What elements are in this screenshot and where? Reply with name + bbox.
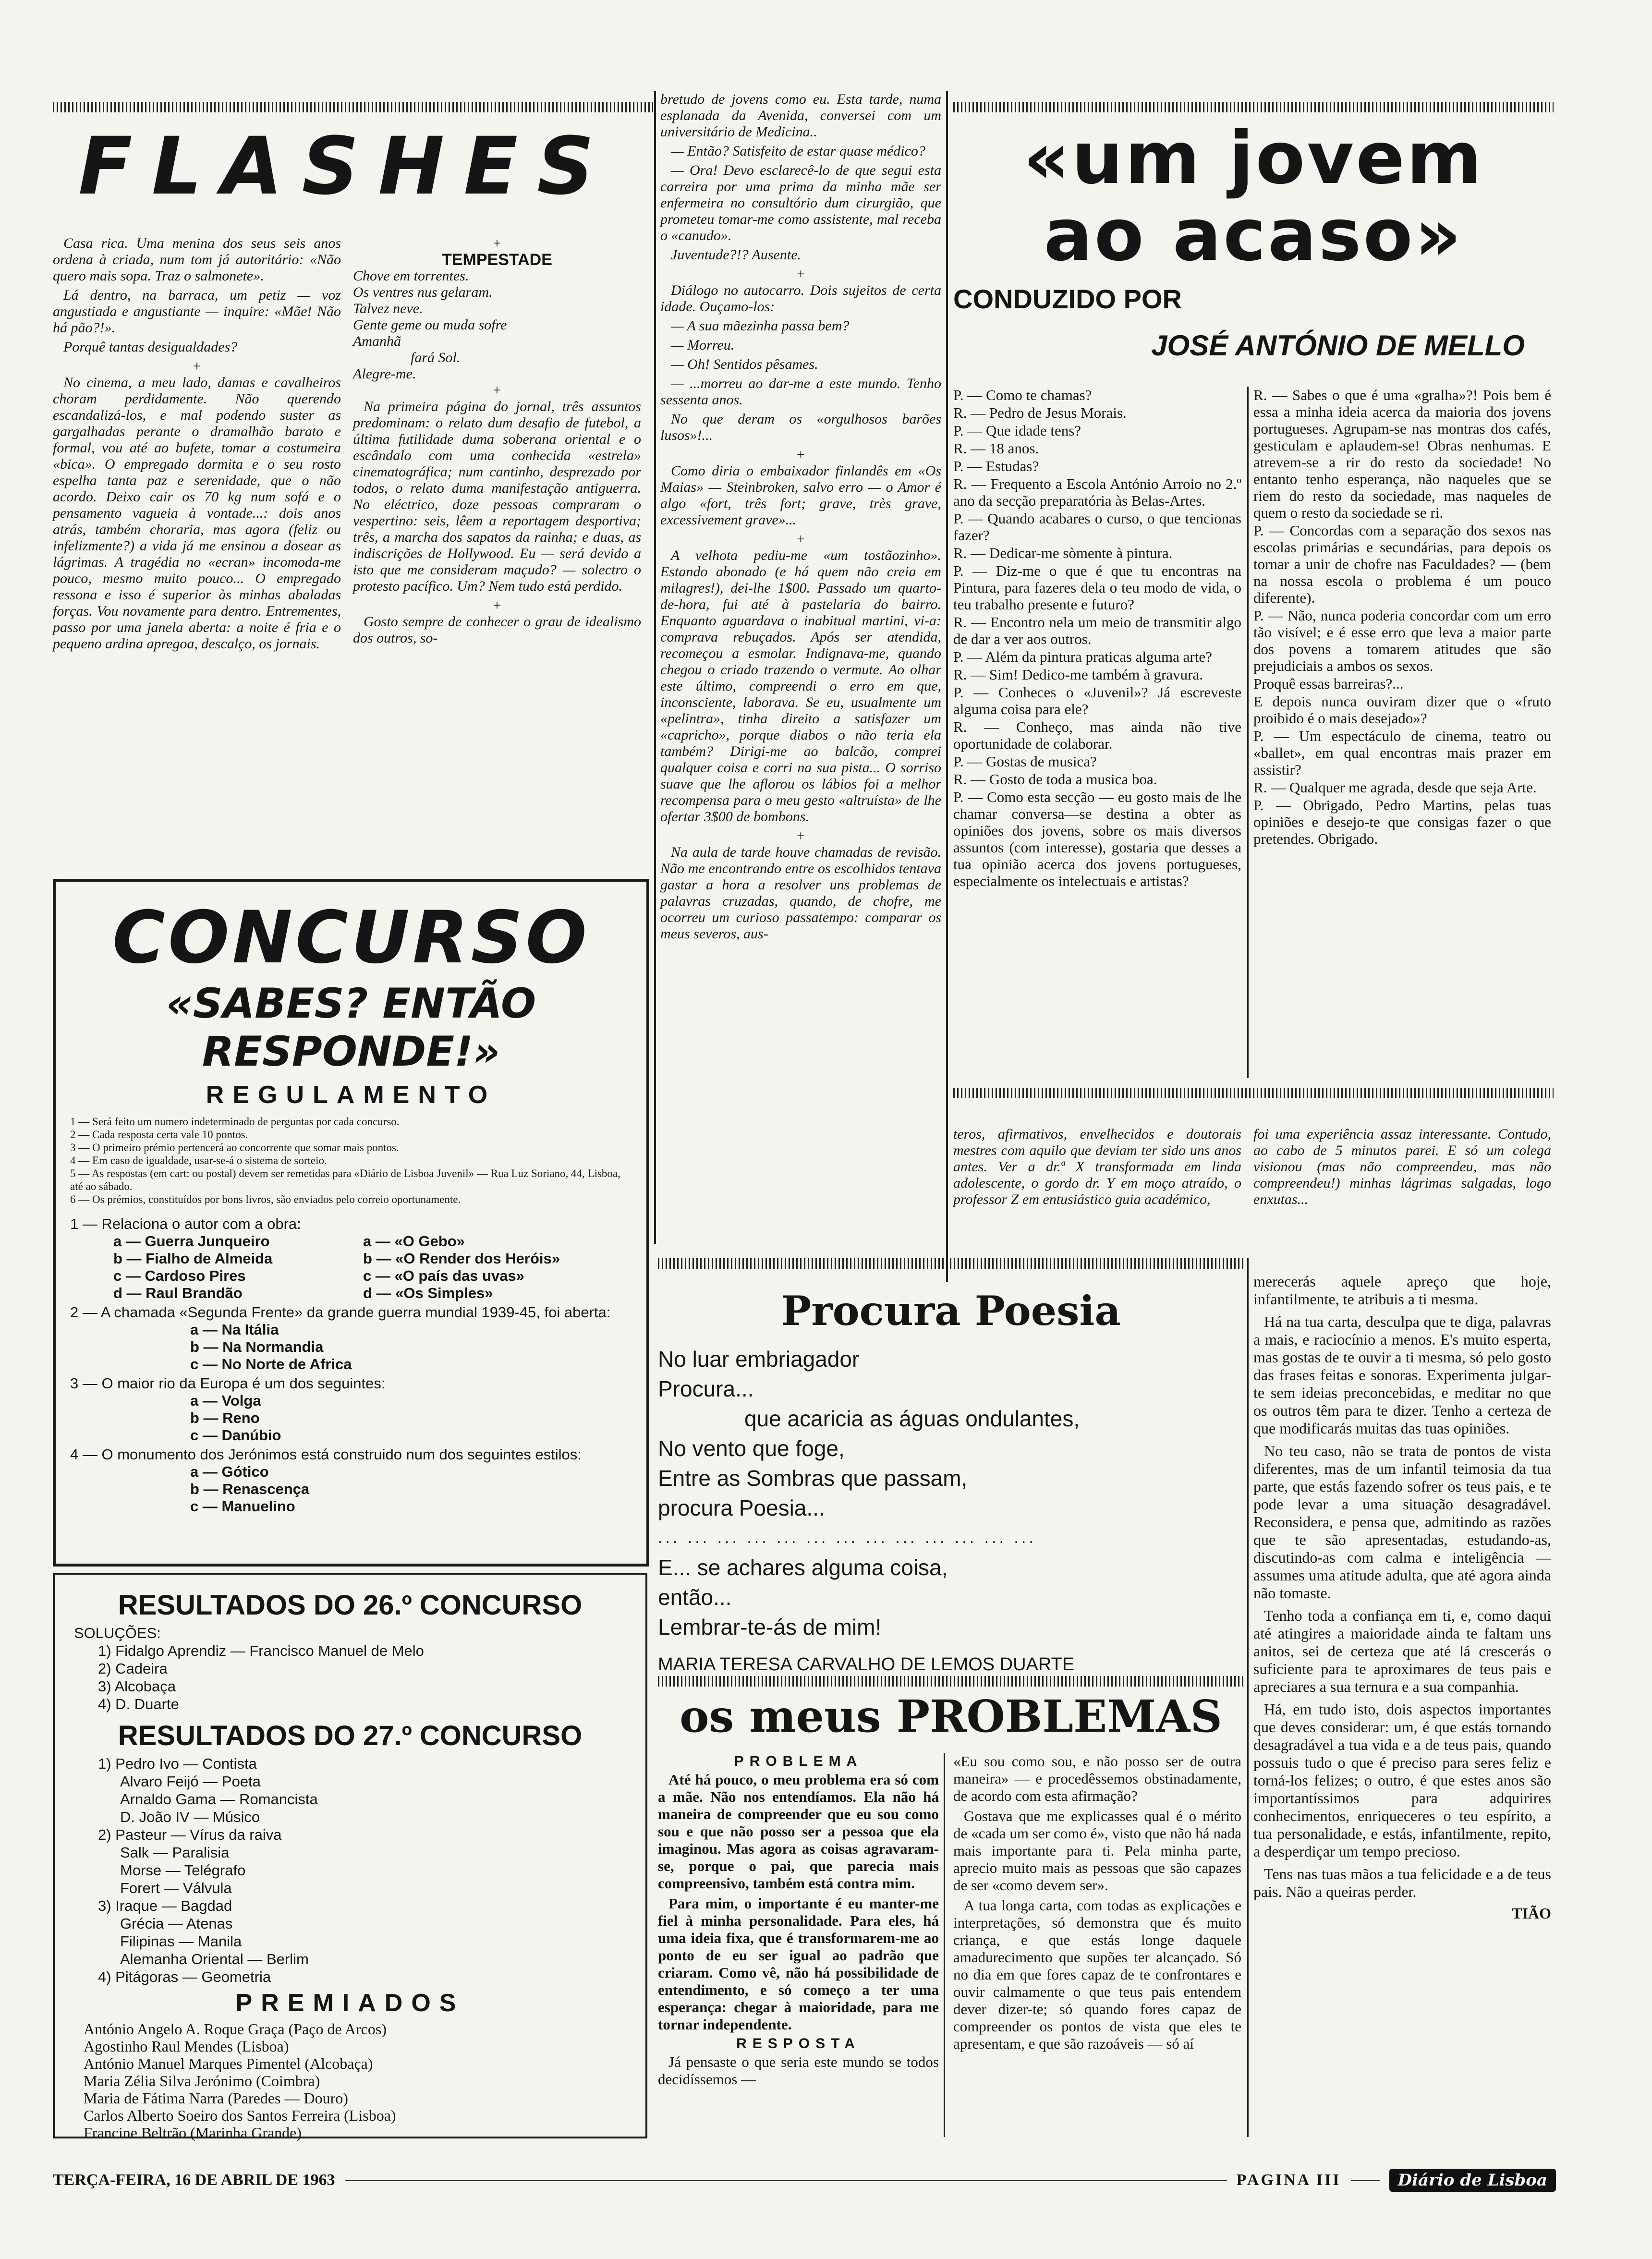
result-line: Grécia — Atenas [120, 1915, 233, 1932]
rule-item: 3 — O primeiro prémio pertencerá ao concorrente que somar mais pontos. [70, 1142, 399, 1154]
paragraph: No teu caso, não se trata de pontos de vista diferentes, mas de um infantil teimosia da tua parte, que estás fazendo sofrer os teus pais, e te pode levar a uma situação desagradável. Reconsidera, e pensa que, admitindo as razões que te são apresentadas, estudando-as, discutindo-as com calma e inteligência — assumes uma atitude adulta, que até agora ainda não tomaste. [1253, 1442, 1551, 1602]
winner-name: Francine Beltrão (Marinha Grande) [84, 2124, 302, 2141]
column-divider [654, 91, 656, 1244]
question-1 [70, 1215, 632, 1302]
answer-option: b — Reno [190, 1409, 260, 1426]
flashes-continuation-2 [1253, 1126, 1551, 1211]
result-line: Morse — Telégrafo [120, 1862, 246, 1879]
poem-line: Talvez neve. [353, 301, 423, 316]
interview-line: P. — Estudas? [953, 458, 1039, 474]
interview-line: R. — Frequento a Escola António Arroio no 2.º ano da secção preparatória às Belas-Artes. [953, 475, 1241, 509]
procura-poesia [658, 1287, 1244, 1675]
problema-label: PROBLEMA [734, 1753, 863, 1769]
flash-paragraph: — Morreu. [671, 337, 735, 353]
results-27-title: RESULTADOS DO 27.º CONCURSO [118, 1720, 583, 1751]
top-rule-right [953, 102, 1554, 112]
result-line: 3) Alcobaça [98, 1678, 176, 1695]
flash-paragraph: A velhota pediu-me «um tostãozinho». Estando abonado (e há quem não creia em milagres!), dei-lhe 1$00. Passado um quarto-de-hora, fui até à pastelaria do bairro. Enquanto aguardava o inabitual martini, vi-a: comprava rebuçados. Após ser atendida, recomeçou a esmolar. Indignava-me, quando chegou o criado trazendo o vermute. Ao olhar este último, compreendi o erro em que, inconsciente, laborava. Se eu, usualmente um «pelintra», tinha direito a satisfazer um «capricho», porque diabos o não teria ela também? Dirigi-me ao balcão, comprei qualquer coisa e corri na sua pista... O sorriso suave que lhe aflorou os lábios foi a melhor recompensa para o meu gesto «altruísta» de lhe ofertar 3$00 de bombons. [660, 547, 941, 825]
paragraph: Até há pouco, o meu problema era só com a mãe. Não nos entendíamos. Ela não há maneira de compreender que eu sou como sou e que não posso ser a pessoa que ela imaginou. Mas agora as coisas agravaram-se, porque o pai, que parecia mais compreensivo, também está contra mim. [658, 1771, 939, 1892]
footer-date: TERÇA-FEIRA, 16 DE ABRIL DE 1963 [53, 2171, 335, 2189]
answer-option: c — Cardoso Pires [113, 1267, 246, 1284]
interview-column-1 [953, 387, 1241, 890]
question-text: 4 — O monumento dos Jerónimos está construido num dos seguintes estilos: [70, 1446, 582, 1463]
separator-plus: + [797, 447, 805, 462]
jovem-title-line1: «um jovem [1023, 117, 1484, 200]
result-line: Salk — Paralisia [120, 1844, 230, 1861]
paragraph: Para mim, o importante é eu manter-me fiel à minha personalidade. Para eles, há uma ideia fixa, que é transformarem-me ao ponto de eu ser igual ao padrão que criaram. Como vê, não há possibilidade de entendimento, e só começo a ter uma esperança: chegar à maioridade, para me tornar independente. [658, 1895, 939, 2033]
result-line: 4) Pitágoras — Geometria [98, 1968, 271, 1985]
interview-line: R. — Pedro de Jesus Morais. [953, 404, 1127, 421]
poem-line: Amanhã [353, 333, 401, 349]
poem-line: No luar embriagador [658, 1347, 860, 1372]
poem-line: Chove em torrentes. [353, 268, 469, 284]
interview-column-2 [1253, 387, 1551, 848]
separator-plus: + [493, 597, 501, 613]
interview-line: R. — Conheço, mas ainda não tive oportunidade de colaborar. [953, 718, 1241, 752]
poem-line: Lembrar-te-ás de mim! [658, 1615, 882, 1640]
premiados-list [84, 2020, 617, 2141]
answer-option: c — Manuelino [190, 1498, 295, 1515]
page-footer [53, 2166, 1556, 2195]
paragraph: Tenho toda a confiança em ti, e, como daqui até atingires a maioridade ainda te faltam uns anitos, sei de certeza que até lá crescerás o suficiente para te aproximares de teus pais e apreciares a sua ternura e a sua companhia. [1253, 1607, 1551, 1695]
result-line: 4) D. Duarte [98, 1696, 179, 1712]
interview-line: R. — Sim! Dedico-me também à gravura. [953, 666, 1203, 683]
footer-rule [1351, 2180, 1380, 2181]
paragraph: merecerás aquele apreço que hoje, infantilmente, te atribuis a ti mesma. [1253, 1273, 1551, 1308]
answer-option: d — Raul Brandão [113, 1285, 243, 1301]
poem-line: Entre as Sombras que passam, [658, 1466, 968, 1491]
answer-option: b — Renascença [190, 1481, 310, 1497]
winner-name: Maria Zélia Silva Jerónimo (Coimbra) [84, 2072, 320, 2089]
flash-paragraph: — ...morreu ao dar-me a este mundo. Tenho sessenta anos. [660, 376, 941, 408]
interview-line: P. — Não, nunca poderia concordar com um erro tão visível; e é esse erro que leva a maior parte dos povens a tomarem atitudes que são prejudiciais a ambos os sexos. [1253, 607, 1551, 674]
result-line: Alvaro Feijó — Poeta [120, 1773, 261, 1790]
top-rule-left [53, 102, 653, 112]
flash-paragraph: — Oh! Sentidos pêsames. [671, 356, 818, 372]
result-line: 2) Cadeira [98, 1660, 168, 1677]
solutions-label: SOLUÇÕES: [74, 1625, 161, 1641]
flash-paragraph: Na primeira página do jornal, três assuntos predominam: o relato dum desafio de futebol, a última futilidade duma soberana oriental e o escândalo com uma conhecida «estrela» cinematográfica; num cantinho, desprezado por todos, o relato duma manifestação antiguerra. No eléctrico, doze pessoas compraram o vespertino: seis, lêem a reportagem desportiva; três, a marcha dos sapatos da rainha; e duas, as indiscrições de Hollywood. Eu — será devido a isto que me consideram maçudo? — solectro o protesto pacífico. Um? Nem tudo está perdido. [353, 399, 641, 594]
premiados-title: PREMIADOS [235, 1989, 465, 2017]
answer-option: b — Fialho de Almeida [113, 1250, 273, 1267]
winner-name: António Angelo A. Roque Graça (Paço de Arcos) [84, 2020, 387, 2038]
flash-paragraph: Porquê tantas desigualdades? [63, 339, 238, 355]
result-line: Alemanha Oriental — Berlim [120, 1951, 309, 1968]
answer-option: a — Guerra Junqueiro [113, 1233, 270, 1250]
interview-line: R. — 18 anos. [953, 440, 1039, 457]
problemas-top-rule [658, 1676, 1244, 1687]
question-2 [70, 1304, 632, 1373]
poem-line: ... ... ... ... ... ... ... ... ... ... ... ... ... [658, 1529, 1036, 1547]
result-line: Forert — Válvula [120, 1880, 232, 1896]
interview-line: P. — Um espectáculo de cinema, teatro ou «ballet», em qual encontras mais prazer em assistir? [1253, 728, 1551, 778]
interview-line: R. — Qualquer me agrada, desde que seja Arte. [1253, 779, 1537, 796]
flash-paragraph: — Então? Satisfeito de estar quase médico? [671, 143, 925, 159]
paragraph: Há na tua carta, desculpa que te diga, palavras a mais, e raciocínio a menos. E's muito esperta, mas gostas de te ouvir a ti mesma, só pelo gosto das frases feitas e sonoras. Experimenta julgar-te sem ideias preconcebidas, e meditar no que os outros têm para te dizer. Tenho a certeza de que modificarás muitas das tuas opiniões. [1253, 1313, 1551, 1437]
problemas-column-1 [658, 1753, 939, 2089]
procura-title: Procura Poesia [781, 1287, 1121, 1335]
interview-line: P. — Conheces o «Juvenil»? Já escreveste alguma coisa para ele? [953, 684, 1241, 717]
concurso-title: CONCURSO [112, 896, 590, 980]
paragraph: A tua longa carta, com todas as explicações e interpretações, só demonstra que és muito criança, e que estás longe daquele amadurecimento que supões ter alcançado. Só no dia em que fores capaz de te confrontares e ouvir calmamente o que teus pais entendem dever dizer-te; só quando fores capaz de compreender os pontos de vista que eles te apresentam, e que são razoáveis — só aí [953, 1897, 1241, 2052]
paragraph: Há, em tudo isto, dois aspectos importantes que deves considerar: um, é que estás tornando desagradável a tua vida e a de teus pais, quando possuis tudo o que é preciso para seres feliz e torná-los felizes; o outro, é que estes anos são importantíssimos para adquirires conhecimentos, enriqueceres o teu espírito, a tua personalidade, e estás, infantilmente, repito, a desperdiçar um tempo precioso. [1253, 1700, 1551, 1860]
resposta-continuation [1253, 1273, 1551, 1923]
resultados-box [53, 1573, 647, 2141]
concurso-box [53, 879, 649, 1567]
regulamento-heading: REGULAMENTO [206, 1081, 497, 1109]
interview-line: P. — Que idade tens? [953, 422, 1081, 439]
flash-paragraph: Na aula de tarde houve chamadas de revisão. Não me encontrando entre os escolhidos tentava gastar a hora a resolver uns problemas de palavras cruzadas, quando, de chofre, me ocorreu um curioso passatempo: comparar os meus severos, aus- [660, 844, 941, 942]
answer-option: a — Gótico [190, 1463, 269, 1480]
answer-option: c — Danúbio [190, 1427, 281, 1444]
interview-line: P. — Como te chamas? [953, 387, 1092, 403]
flash-paragraph: No que deram os «orgulhosos barões lusos»!... [660, 411, 941, 443]
results-27 [98, 1755, 626, 1986]
procura-top-rule [658, 1258, 1244, 1269]
flashes-title: FLASHES [78, 120, 614, 212]
interview-line: P. — Diz-me o que é que tu encontras na Pintura, para fazeres dela o teu modo de vida, o teu trabalho presente e futuro? [953, 562, 1241, 613]
footer-page: PAGINA III [1236, 2171, 1341, 2189]
result-line: 1) Fidalgo Aprendiz — Francisco Manuel de Melo [98, 1642, 424, 1659]
result-line: 2) Pasteur — Vírus da raiva [98, 1826, 282, 1843]
paragraph: Gostava que me explicasses qual é o mérito de «cada um ser como é», visto que não há nada mais importante para ti. Pela minha parte, aprecio muito mais as pessoas que são capazes de ser «como devem ser». [953, 1808, 1241, 1894]
paragraph: «Eu sou como sou, e não posso ser de outra maneira» — e procedêssemos obstinadamente, de acordo com esta afirmação? [953, 1753, 1241, 1804]
flashes-column-2 [353, 235, 641, 649]
question-3 [70, 1375, 632, 1444]
interview-bottom-rule [953, 1088, 1554, 1098]
poem-line: que acaricia as águas ondulantes, [744, 1406, 1080, 1431]
paragraph: Tens nas tuas mãos a tua felicidade e a de teus pais. Não a queiras perder. [1253, 1865, 1551, 1900]
result-line: D. João IV — Músico [120, 1809, 260, 1825]
results-26-title: RESULTADOS DO 26.º CONCURSO [118, 1590, 583, 1621]
conduzido-label: CONDUZIDO POR [953, 284, 1182, 314]
results-26 [74, 1624, 626, 1713]
interview-line: R. — Gosto de toda a musica boa. [953, 771, 1157, 788]
separator-plus: + [193, 358, 201, 374]
jovem-title-line2: ao acaso» [1044, 194, 1463, 277]
flash-paragraph: bretudo de jovens como eu. Esta tarde, numa esplanada da Avenida, conversei com um universitário de Medicina.. [660, 91, 941, 140]
answer-option: c — «O país das uvas» [363, 1267, 525, 1284]
separator-plus: + [493, 382, 501, 398]
result-line: Arnaldo Gama — Romancista [120, 1791, 318, 1808]
interview-line: P. — Além da pintura praticas alguma arte? [953, 648, 1212, 665]
flash-paragraph: Lá dentro, na barraca, um petiz — voz angustiada e angustiante — inquire: «Mãe! Não há pão?!». [53, 287, 341, 336]
problemas-column-2 [953, 1753, 1241, 2053]
column-divider [1247, 1258, 1249, 2137]
signature: TIÃO [1512, 1905, 1551, 1922]
answer-option: d — «Os Simples» [363, 1285, 493, 1301]
interview-line: P. — Como esta secção — eu gosto mais de lhe chamar conversa—se destina a obter as opiniões dos jovens, sobre os mais diversos assuntos (com interesse), gostaria que desses a tua opinião acerca dos jovens portugueses, especialmente os intelectuais e artistas? [953, 789, 1241, 889]
concurso-subtitle: «SABES? ENTÃO RESPONDE!» [166, 980, 536, 1076]
rule-item: 4 — Em caso de igualdade, usar-se-á o sistema de sorteio. [70, 1154, 327, 1166]
question-text: 2 — A chamada «Segunda Frente» da grande guerra mundial 1939-45, foi aberta: [70, 1304, 611, 1321]
result-line: Filipinas — Manila [120, 1933, 242, 1950]
interview-line: P. — Quando acabares o curso, o que tencionas fazer? [953, 510, 1241, 544]
footer-rule [345, 2180, 1227, 2181]
poem-line: No vento que foge, [658, 1436, 845, 1461]
problemas-header [658, 1690, 1244, 1742]
question-text: 1 — Relaciona o autor com a obra: [70, 1215, 301, 1232]
interview-line: Proquê essas barreiras?... [1253, 675, 1404, 692]
flash-paragraph: Gosto sempre de conhecer o grau de idealismo dos outros, so- [353, 614, 641, 646]
column-divider [944, 1753, 945, 2137]
jovem-author: JOSÉ ANTÓNIO DE MELLO [1151, 329, 1525, 362]
flash-paragraph: Diálogo no autocarro. Dois sujeitos de certa idade. Ouçamo-los: [660, 282, 941, 315]
procura-author: MARIA TERESA CARVALHO DE LEMOS DUARTE [658, 1654, 1075, 1675]
poem-line: procura Poesia... [658, 1495, 825, 1520]
poem-line: Alegre-me. [353, 366, 416, 382]
flash-paragraph: Como diria o embaixador finlandês em «Os Maias» — Steinbroken, salvo erro — o Amor é algo «fort, três fort; grave, très grave, excessivement grave»... [660, 463, 941, 528]
answer-option: c — No Norte de Africa [190, 1356, 352, 1372]
question-4 [70, 1446, 632, 1515]
column-divider [1247, 387, 1249, 1078]
tempestade-poem [353, 268, 641, 382]
flash-paragraph: — Ora! Devo esclarecê-lo de que segui esta carreira por uma prima da minha mãe ser enfermeira no consultório dum cirurgião, que prometeu tomar-me como assistente, mal receba o «canudo». [660, 162, 941, 243]
column-divider [946, 91, 948, 1282]
poem-line: Gente geme ou muda sofre [353, 317, 507, 333]
resposta-label: RESPOSTA [736, 2036, 861, 2052]
flash-paragraph: foi uma experiência assaz interessante. Contudo, ao cabo de 5 minutos parei. E só um colega visionou (mas não compreendeu, mas não compreendeu!) minhas lágrimas salgadas, logo enxutas... [1253, 1126, 1551, 1207]
result-line: 1) Pedro Ivo — Contista [98, 1755, 257, 1772]
flashes-column-3 [660, 91, 941, 945]
interview-line: R. — Dedicar-me sòmente à pintura. [953, 545, 1173, 561]
flashes-column-1 [53, 235, 341, 655]
regulamento-rules [70, 1115, 632, 1206]
interview-line: R. — Sabes o que é uma «gralha»?! Pois bem é essa a minha ideia acerca da maioria dos jovens portugueses. Agrupam-se nas montras dos cafés, gesticulam e aplaudem-se! Obras nenhumas. E atrevem-se a rir do resto da sociedade! No entanto tenho esperança, não naqueles que se riem do resto da sociedade, mas naqueles de quem o resto da sociedade se ri. [1253, 387, 1551, 521]
rule-item: 5 — As respostas (em cart: ou postal) devem ser remetidas para «Diário de Lisboa Juvenil» — Rua Luz Soriano, 44, Lisboa, até ao sábado. [70, 1167, 620, 1192]
flash-paragraph: Juventude?!? Ausente. [671, 247, 802, 263]
answer-option: b — «O Render dos Heróis» [363, 1250, 560, 1267]
separator-plus: + [797, 828, 805, 844]
separator-plus: + [797, 531, 805, 547]
answer-option: b — Na Normandia [190, 1338, 324, 1355]
interview-line: R. — Encontro nela um meio de transmitir algo de dar a ver aos outros. [953, 614, 1241, 647]
winner-name: António Manuel Marques Pimentel (Alcobaça) [84, 2055, 373, 2072]
paragraph: Já pensaste o que seria este mundo se todos decidíssemos — [658, 2053, 939, 2088]
answer-option: a — Volga [190, 1392, 261, 1409]
interview-line: P. — Concordas com a separação dos sexos nas escolas primárias e secundárias, para depois os tornar a unir de chofre nas Faculdades? — (bem na nossa escola o problema é um pouco diferente). [1253, 522, 1551, 606]
poem-line: Os ventres nus gelaram. [353, 284, 493, 300]
tempestade-title: TEMPESTADE [442, 251, 552, 269]
winner-name: Maria de Fátima Narra (Paredes — Douro) [84, 2089, 348, 2107]
winner-name: Agostinho Raul Mendes (Lisboa) [84, 2038, 289, 2055]
question-text: 3 — O maior rio da Europa é um dos seguintes: [70, 1375, 386, 1392]
interview-line: P. — Obrigado, Pedro Martins, pelas tuas opiniões e desejo-te que consigas fazer o que pretendes. Obrigado. [1253, 797, 1551, 847]
flashes-continuation-1 [953, 1126, 1241, 1211]
separator-plus: + [493, 235, 501, 251]
procura-poem [658, 1344, 1244, 1642]
rule-item: 1 — Será feito um numero indeterminado de perguntas por cada concurso. [70, 1116, 400, 1128]
answer-option: a — «O Gebo» [363, 1233, 465, 1250]
poem-line: fará Sol. [411, 350, 461, 365]
winner-name: Carlos Alberto Soeiro dos Santos Ferreira (Lisboa) [84, 2107, 396, 2124]
newspaper-logo: Diário de Lisboa [1389, 2169, 1556, 2192]
rule-item: 2 — Cada resposta certa vale 10 pontos. [70, 1129, 248, 1141]
separator-plus: + [797, 266, 805, 282]
flash-paragraph: Casa rica. Uma menina dos seus seis anos ordena à criada, num tom já autoritário: «Não quero mais sopa. Traz o salmonete». [53, 235, 341, 284]
poem-line: E... se achares alguma coisa, [658, 1555, 948, 1580]
poem-line: então... [658, 1585, 732, 1610]
interview-line: P. — Gostas de musica? [953, 753, 1097, 770]
problemas-title: os meus PROBLEMAS [680, 1690, 1222, 1742]
rule-item: 6 — Os prémios, constituídos por bons livros, são enviados pelo correio oportunamente. [70, 1193, 461, 1205]
flash-paragraph: No cinema, a meu lado, damas e cavalheiros choram perdidamente. Não querendo escandalizá-los, e mal podendo suster as gargalhadas perante o dramalhão barato e formal, vou até ao bufete, tomar a costumeira «bica». O empregado dormita e o seu rosto espelha tanta paz e serenidade, que o não acordo. Deixo cair os 70 kg num sofá e o pensamento vagueia à vontade...: dois anos atrás, também choraria, mas agora (feliz ou infelizmente?) a vida já me ensinou a dosear as lágrimas. A tragédia no «ecran» incomoda-me pouco, mesmo muito pouco... O empregado ressona e isso é superior às minhas abaladas forças. Vou novamente para dentro. Entrementes, passo por uma janela aberta: a noite é fria e o pequeno ardina apregoa, descalço, os jornais. [53, 375, 341, 652]
flashes-header [53, 120, 639, 212]
result-line: 3) Iraque — Bagdad [98, 1897, 232, 1914]
flash-paragraph: — A sua mãezinha passa bem? [671, 318, 850, 334]
answer-option: a — Na Itália [190, 1321, 279, 1338]
interview-line: E depois nunca ouviram dizer que o «fruto proibido é o mais desejado»? [1253, 693, 1551, 727]
flash-paragraph: teros, afirmativos, envelhecidos e doutorais mestres com aquilo que deviam ter sido uns anos antes. Ver a dr.ª X transformada em linda adolescente, o gordo dr. Y em moço atraído, o professor Z em entusiástico guia académico, [953, 1126, 1241, 1207]
poem-line: Procura... [658, 1376, 754, 1401]
jovem-header [953, 117, 1554, 362]
